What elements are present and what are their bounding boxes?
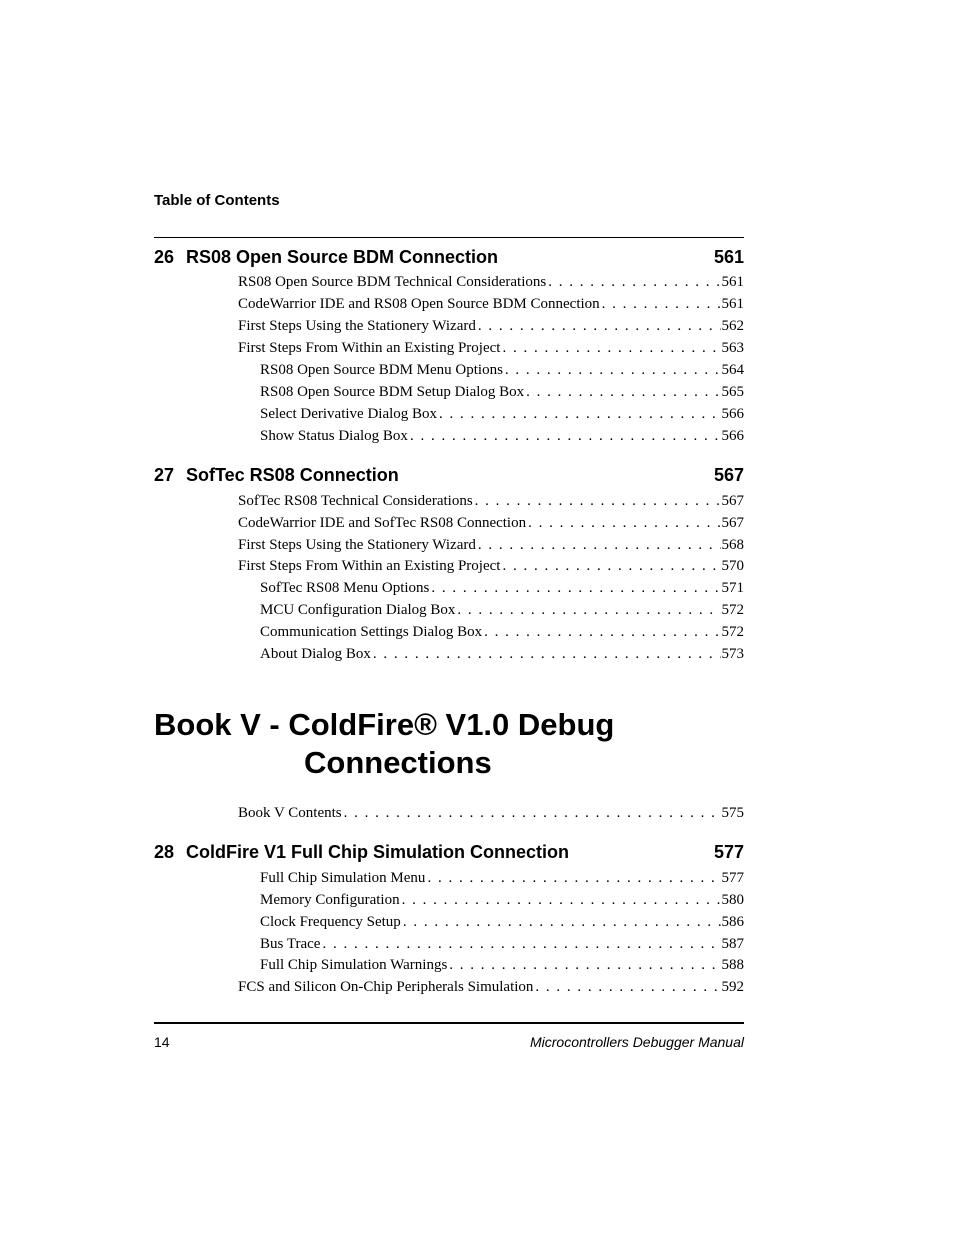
toc-entry-page: 571 xyxy=(721,580,744,596)
dot-leader xyxy=(322,936,720,953)
toc-entry-page: 561 xyxy=(721,274,744,290)
toc-entry-page: 575 xyxy=(721,805,744,821)
toc-entry[interactable] xyxy=(238,274,744,294)
toc-subentry[interactable] xyxy=(260,384,744,404)
toc-entry-title: First Steps From Within an Existing Project xyxy=(238,558,501,574)
toc-entry-title: First Steps Using the Stationery Wizard xyxy=(238,318,476,334)
toc-entry-page: 573 xyxy=(721,646,744,662)
toc-entry-title: Book V Contents xyxy=(238,805,342,821)
toc-entry-title: RS08 Open Source BDM Menu Options xyxy=(260,362,503,378)
toc-entry-title: RS08 Open Source BDM Setup Dialog Box xyxy=(260,384,525,400)
toc-entry[interactable] xyxy=(238,493,744,513)
dot-leader xyxy=(535,979,720,996)
toc-entry-title: Select Derivative Dialog Box xyxy=(260,406,438,422)
toc-entry-page: 570 xyxy=(721,558,744,574)
toc-entry-page: 586 xyxy=(721,914,744,930)
toc-subentry[interactable] xyxy=(260,428,744,448)
toc-entry[interactable] xyxy=(238,318,744,338)
toc-subentry[interactable] xyxy=(260,914,744,934)
book-title xyxy=(154,706,744,782)
chapter-heading-label xyxy=(154,842,569,863)
footer-manual-title: Microcontrollers Debugger Manual xyxy=(530,1034,744,1050)
chapter-title: ColdFire V1 Full Chip Simulation Connection xyxy=(186,842,570,862)
toc-entry[interactable] xyxy=(238,979,744,999)
chapter-heading-28[interactable] xyxy=(154,842,744,866)
toc-entry-title: Clock Frequency Setup xyxy=(260,914,401,930)
chapter-number: 28 xyxy=(154,842,175,862)
toc-entry[interactable] xyxy=(238,515,744,535)
toc-entry-page: 561 xyxy=(721,296,744,312)
dot-leader xyxy=(373,646,721,663)
toc-entry-title: First Steps From Within an Existing Project xyxy=(238,340,501,356)
toc-entry-book-contents[interactable] xyxy=(238,805,744,825)
chapter-page: 561 xyxy=(713,247,744,267)
dot-leader xyxy=(344,805,721,822)
chapter-title: SofTec RS08 Connection xyxy=(186,465,399,485)
toc-entry[interactable] xyxy=(238,537,744,557)
toc-entry-page: 565 xyxy=(721,384,744,400)
toc-entry-title: Communication Settings Dialog Box xyxy=(260,624,483,640)
toc-entry-title: SofTec RS08 Technical Considerations xyxy=(238,493,473,509)
dot-leader xyxy=(427,870,720,887)
toc-entry-page: 566 xyxy=(721,406,744,422)
toc-entry-page: 577 xyxy=(721,870,744,886)
dot-leader xyxy=(402,892,721,909)
dot-leader xyxy=(528,515,720,532)
dot-leader xyxy=(602,296,721,313)
toc-entry-title: Memory Configuration xyxy=(260,892,400,908)
toc-subentry[interactable] xyxy=(260,624,744,644)
toc-entry-title: CodeWarrior IDE and SofTec RS08 Connection xyxy=(238,515,527,531)
toc-entry-title: First Steps Using the Stationery Wizard xyxy=(238,537,476,553)
header-rule xyxy=(154,237,744,238)
toc-entry[interactable] xyxy=(238,340,744,360)
toc-subentry[interactable] xyxy=(260,870,744,890)
dot-leader xyxy=(431,580,720,597)
dot-leader xyxy=(410,428,721,445)
dot-leader xyxy=(526,384,720,401)
toc-entry-page: 580 xyxy=(721,892,744,908)
toc-entry-page: 566 xyxy=(721,428,744,444)
dot-leader xyxy=(403,914,721,931)
toc-subentry[interactable] xyxy=(260,936,744,956)
toc-subentry[interactable] xyxy=(260,646,744,666)
footer-page-number: 14 xyxy=(154,1034,170,1050)
toc-entry-page: 572 xyxy=(721,624,744,640)
chapter-page: 567 xyxy=(713,465,744,485)
toc-subentry[interactable] xyxy=(260,957,744,977)
chapter-number: 26 xyxy=(154,247,175,267)
dot-leader xyxy=(502,340,720,357)
chapter-heading-26[interactable] xyxy=(154,247,744,271)
chapter-number: 27 xyxy=(154,465,175,485)
toc-entry-title: Show Status Dialog Box xyxy=(260,428,408,444)
toc-entry-page: 567 xyxy=(721,515,744,531)
toc-entry-title: MCU Configuration Dialog Box xyxy=(260,602,456,618)
toc-entry-title: SofTec RS08 Menu Options xyxy=(260,580,430,596)
running-head: Table of Contents xyxy=(154,192,280,209)
toc-entry-page: 572 xyxy=(721,602,744,618)
dot-leader xyxy=(505,362,721,379)
toc-entry[interactable] xyxy=(238,558,744,578)
toc-entry-page: 563 xyxy=(721,340,744,356)
book-title-line2: Connections xyxy=(304,745,492,780)
toc-entry-page: 564 xyxy=(721,362,744,378)
toc-subentry[interactable] xyxy=(260,362,744,382)
toc-subentry[interactable] xyxy=(260,406,744,426)
toc-entry-title: About Dialog Box xyxy=(260,646,371,662)
chapter-heading-27[interactable] xyxy=(154,465,744,489)
toc-entry-title: Full Chip Simulation Menu xyxy=(260,870,426,886)
toc-entry-page: 562 xyxy=(721,318,744,334)
dot-leader xyxy=(484,624,720,641)
toc-entry-page: 568 xyxy=(721,537,744,553)
dot-leader xyxy=(478,318,721,335)
toc-entry-title: Bus Trace xyxy=(260,936,321,952)
book-title-line1: Book V - ColdFire® V1.0 Debug xyxy=(154,707,615,742)
chapter-heading-label xyxy=(154,465,399,486)
toc-entry-title: FCS and Silicon On-Chip Peripherals Simulation xyxy=(238,979,534,995)
chapter-heading-label xyxy=(154,247,498,268)
toc-entry-page: 588 xyxy=(721,957,744,973)
toc-page xyxy=(154,0,744,1235)
dot-leader xyxy=(457,602,720,619)
dot-leader xyxy=(548,274,720,291)
dot-leader xyxy=(449,957,720,974)
toc-entry-page: 567 xyxy=(721,493,744,509)
dot-leader xyxy=(478,537,721,554)
chapter-title: RS08 Open Source BDM Connection xyxy=(186,247,499,267)
dot-leader xyxy=(439,406,720,423)
toc-entry-title: CodeWarrior IDE and RS08 Open Source BDM Connection xyxy=(238,296,600,312)
dot-leader xyxy=(502,558,720,575)
dot-leader xyxy=(475,493,721,510)
toc-subentry[interactable] xyxy=(260,892,744,912)
toc-entry-page: 592 xyxy=(721,979,744,995)
toc-entry-title: Full Chip Simulation Warnings xyxy=(260,957,448,973)
toc-entry-title: RS08 Open Source BDM Technical Considerations xyxy=(238,274,547,290)
toc-subentry[interactable] xyxy=(260,602,744,622)
toc-subentry[interactable] xyxy=(260,580,744,600)
chapter-page: 577 xyxy=(713,842,744,862)
toc-entry-page: 587 xyxy=(721,936,744,952)
footer-rule xyxy=(154,1022,744,1024)
toc-entry[interactable] xyxy=(238,296,744,316)
